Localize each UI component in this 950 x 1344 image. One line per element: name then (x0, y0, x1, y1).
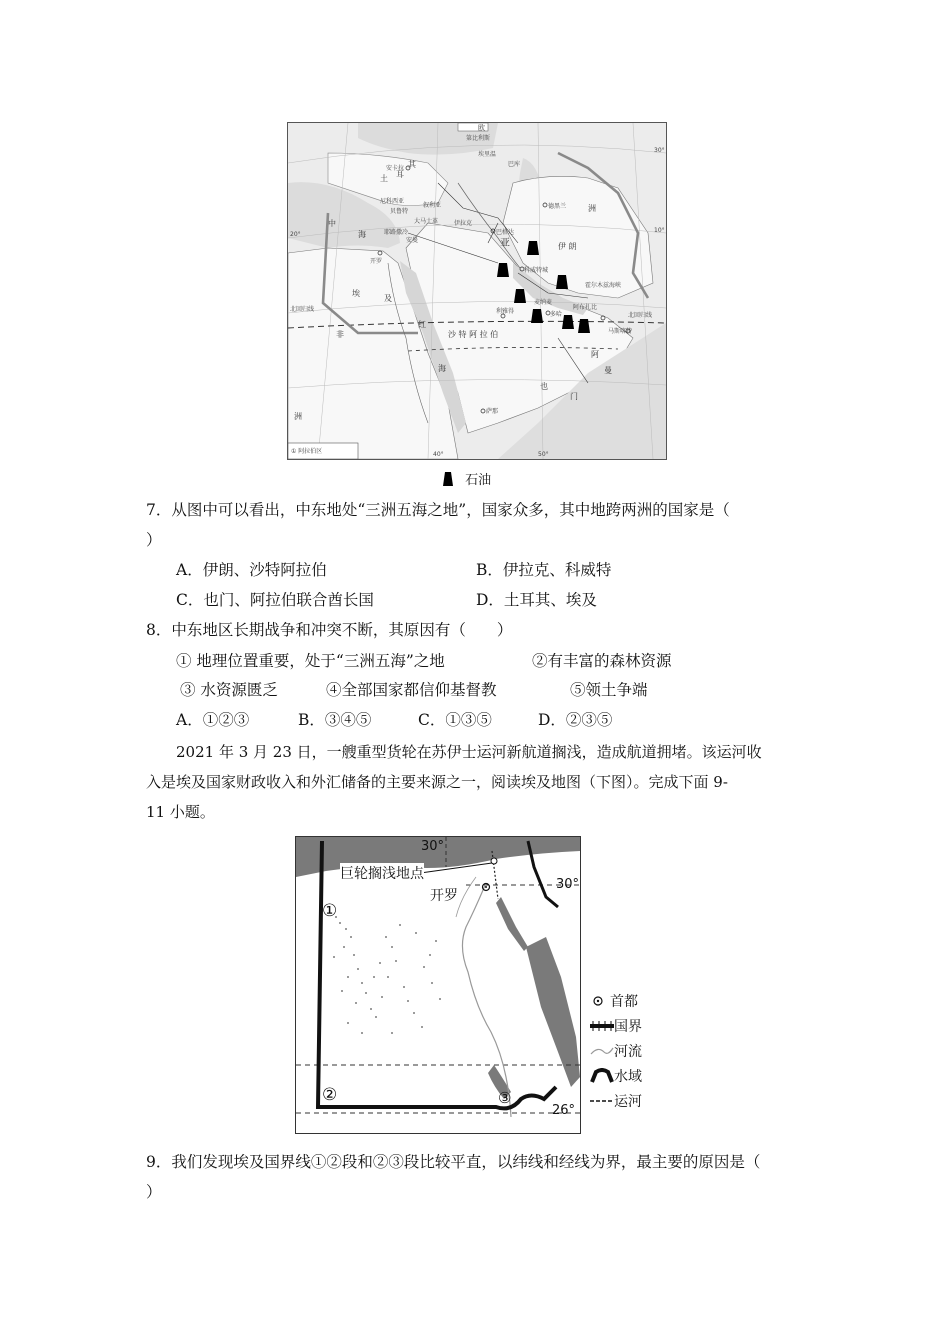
label-red-hai: 海 (438, 364, 446, 373)
label-egypt-ai: 埃 (352, 289, 360, 298)
oil-legend-label: 石油 (465, 473, 492, 488)
label-baghdad: 巴格达 (496, 229, 515, 236)
label-nicosia: 尼科西亚 (380, 198, 405, 205)
boundary-mark-3: ③ (498, 1089, 512, 1107)
label-damascus: 大马士革 (414, 218, 439, 225)
label-deg50: 50° (538, 451, 549, 458)
legend-water: 水域 (614, 1068, 642, 1085)
label-tropic-left: 北回归线 (290, 306, 315, 313)
legend-capital: 首都 (610, 993, 638, 1010)
legend-canal: 运河 (614, 1093, 642, 1110)
label-oman-a: 阿 (591, 350, 599, 359)
boundary-mark-1: ① (322, 901, 338, 921)
middle-east-map-graphic (288, 123, 666, 459)
ship-grounding-label: 巨轮搁浅地点 (340, 863, 424, 883)
q8-option-c: C．①③⑤ (418, 711, 492, 729)
label-sea-mid: 中 (328, 219, 336, 228)
river-icon (590, 1044, 614, 1058)
label-hormuz: 霍尔木兹海峡 (585, 282, 622, 289)
q9-stem-end: ） (146, 1183, 162, 1201)
label-muscat: 马斯喀特 (608, 328, 633, 335)
water-icon (590, 1068, 614, 1084)
q7-stem-end: ） (146, 531, 162, 549)
label-africa-zhou: 洲 (294, 412, 302, 421)
q7-option-d: D．土耳其、埃及 (476, 591, 597, 609)
label-sanaa: 萨那 (486, 408, 499, 415)
label-abudhabi: 阿布扎比 (573, 304, 598, 311)
label-yemen-men: 门 (570, 392, 578, 401)
q7-option-b: B．伊拉克、科威特 (476, 561, 612, 579)
map2-lat26: 26° (552, 1103, 576, 1118)
label-europe: 欧 (478, 124, 485, 132)
label-tehran: 德黑兰 (548, 203, 567, 210)
label-amman: 安曼 (406, 237, 419, 244)
q8-item-3: ③ 水资源匮乏 (180, 681, 278, 699)
q8-item-5: ⑤领土争端 (570, 681, 648, 699)
label-saudi: 沙 特 阿 拉 伯 (448, 330, 499, 339)
label-baku: 巴库 (508, 161, 521, 168)
canal-icon (590, 1094, 614, 1108)
q8-option-a: A．①②③ (176, 711, 250, 729)
label-deg40: 40° (433, 451, 444, 458)
label-yemen-ye: 也 (540, 382, 548, 391)
label-egypt-ji: 及 (384, 294, 392, 303)
map2-lat30-top: 30° (421, 839, 445, 854)
q8-item-2: ②有丰富的森林资源 (532, 652, 672, 670)
label-asia: 亚 (500, 238, 510, 249)
label-ankara: 安卡拉 (386, 165, 405, 172)
passage-line-3: 11 小题。 (146, 803, 215, 821)
q8-item-4: ④全部国家都信仰基督教 (326, 681, 497, 699)
label-turkey-qi: 其 (408, 160, 416, 169)
label-sea-hai: 海 (358, 230, 366, 239)
passage-line-2: 入是埃及国家财政收入和外汇储备的主要来源之一，阅读埃及地图（下图）。完成下面 9- (146, 773, 728, 791)
label-oman-man: 曼 (604, 366, 612, 375)
boundary-mark-2: ② (322, 1085, 338, 1105)
egypt-map-graphic (296, 837, 580, 1133)
label-turkey-tu: 土 (380, 174, 388, 183)
label-zhou-right: 洲 (588, 204, 596, 213)
inset-note: ① 阿拉伯区 (291, 448, 323, 455)
label-deg20: 20° (290, 231, 301, 238)
q7-option-c: C．也门、阿拉伯联合酋长国 (176, 591, 374, 609)
q9-stem: 9．我们发现埃及国界线①②段和②③段比较平直，以纬线和经线为界，最主要的原因是（ (146, 1153, 761, 1171)
label-jerusalem: 耶路撒冷 (384, 229, 409, 236)
label-syria: 叙利亚 (423, 202, 442, 209)
map2-cairo-label: 开罗 (430, 888, 458, 904)
border-icon (590, 1019, 614, 1033)
q7-stem: 7．从图中可以看出，中东地处“三洲五海之地”，国家众多，其中地跨两洲的国家是（ (146, 501, 730, 519)
q7-option-a: A．伊朗、沙特阿拉伯 (176, 561, 327, 579)
map1-legend (442, 468, 491, 486)
q8-stem: 8．中东地区长期战争和冲突不断，其原因有（ ） (146, 621, 513, 639)
egypt-map-legend (590, 988, 670, 1113)
label-iran: 伊 朗 (558, 242, 577, 251)
label-kuwait: 科威特城 (524, 267, 549, 274)
egypt-map (295, 836, 581, 1134)
label-cairo: 开罗 (370, 258, 383, 265)
oil-icon (442, 471, 454, 487)
label-beirut: 贝鲁特 (390, 208, 409, 215)
middle-east-map (287, 122, 667, 460)
q8-item-1: ① 地理位置重要，处于“三洲五海”之地 (176, 652, 445, 670)
label-deg10: 10° (654, 227, 665, 234)
map2-lat30-right: 30° (556, 877, 580, 892)
label-doha: 多哈 (550, 311, 563, 318)
capital-icon (590, 994, 610, 1008)
label-tropic-right: 北回归线 (628, 312, 653, 319)
label-iraq: 伊拉克 (454, 220, 473, 227)
legend-river: 河流 (614, 1043, 642, 1060)
q8-option-b: B．③④⑤ (298, 711, 372, 729)
q8-option-d: D．②③⑤ (538, 711, 613, 729)
label-yerevan: 埃里温 (478, 151, 497, 158)
label-manama: 麦纳麦 (534, 299, 553, 306)
label-turkey-er: 耳 (396, 170, 404, 179)
label-red-hong: 红 (418, 320, 426, 329)
label-tbilisi: 第比利斯 (466, 135, 491, 142)
legend-border: 国界 (614, 1018, 642, 1035)
passage-line-1: 2021 年 3 月 23 日，一艘重型货轮在苏伊士运河新航道搁浅，造成航道拥堵。该运河收 (176, 743, 762, 761)
label-deg30: 30° (654, 147, 665, 154)
label-riyadh: 利雅得 (496, 308, 515, 315)
label-africa-fei: 非 (336, 330, 344, 339)
